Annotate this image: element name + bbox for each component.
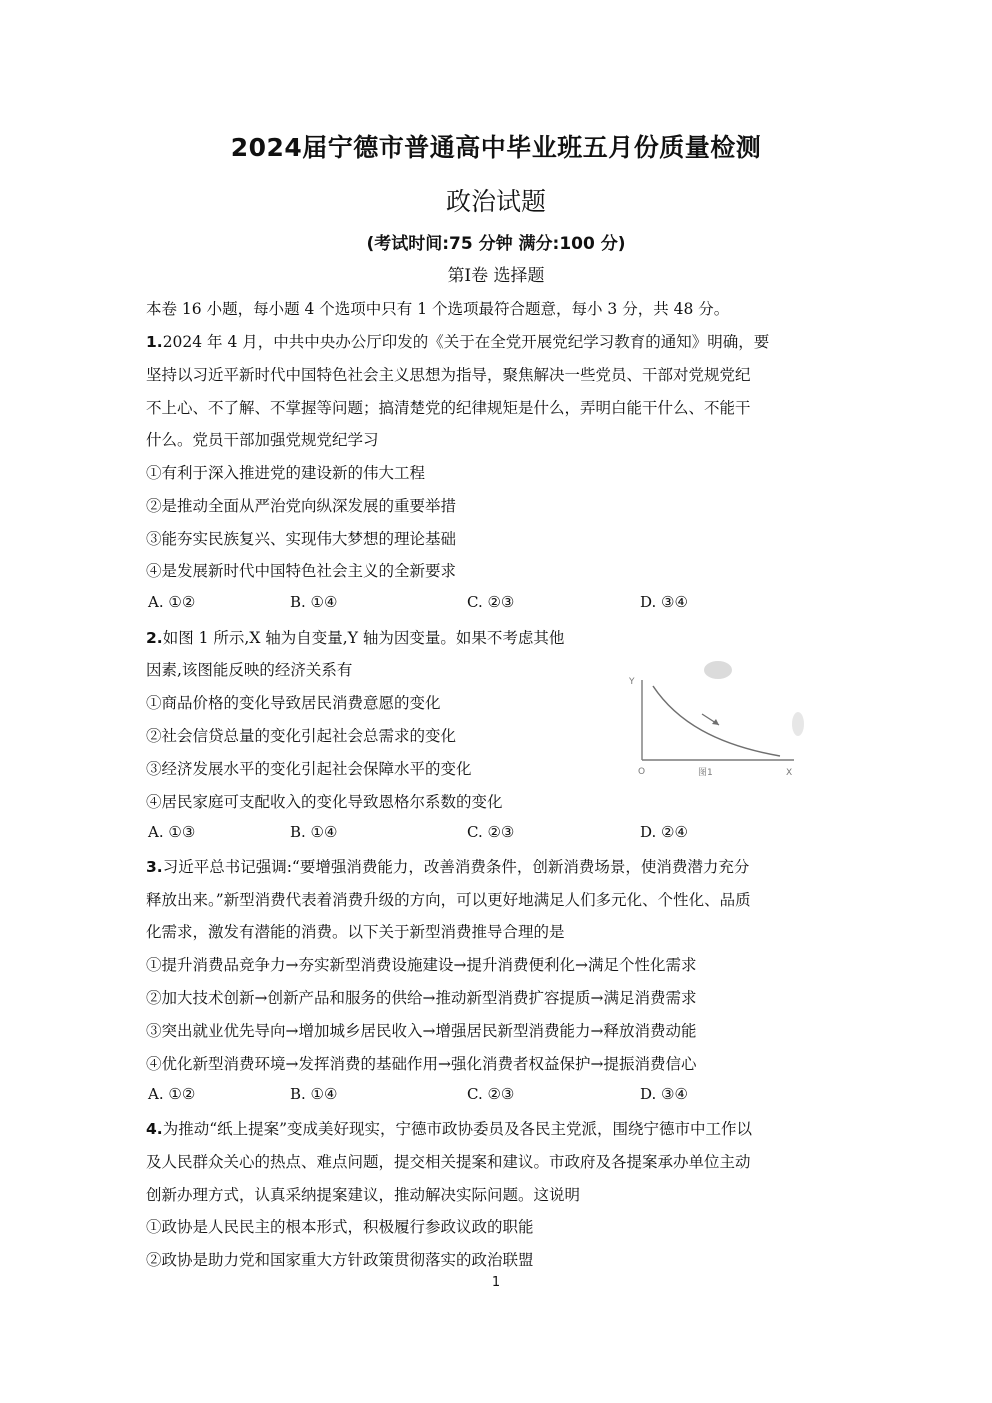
q2-item-3: ③经济发展水平的变化引起社会保障水平的变化 bbox=[146, 760, 472, 778]
q1-option-c[interactable]: C. ②③ bbox=[467, 593, 515, 611]
q3-stem-line-3: 化需求，激发有潜能的消费。以下关于新型消费推导合理的是 bbox=[146, 923, 565, 941]
q1-item-4: ④是发展新时代中国特色社会主义的全新要求 bbox=[146, 562, 457, 580]
q4-stem-line-1: 4.为推动“纸上提案”变成美好现实，宁德市政协委员及各民主党派，围绕宁德市中工作以 bbox=[146, 1120, 753, 1138]
instructions: 本卷 16 小题，每小题 4 个选项中只有 1 个选项最符合题意，每小 3 分，共 48 分。 bbox=[146, 300, 730, 318]
q2-item-1: ①商品价格的变化导致居民消费意愿的变化 bbox=[146, 694, 441, 712]
q3-item-4: ④优化新型消费环境→发挥消费的基础作用→强化消费者权益保护→提振消费信心 bbox=[146, 1055, 697, 1073]
q3-item-2: ②加大技术创新→创新产品和服务的供给→推动新型消费扩容提质→满足消费需求 bbox=[146, 989, 697, 1007]
q4-item-1: ①政协是人民民主的根本形式，积极履行参政议政的职能 bbox=[146, 1218, 534, 1236]
q2-option-a[interactable]: A. ①③ bbox=[148, 823, 196, 841]
q2-item-2: ②社会信贷总量的变化引起社会总需求的变化 bbox=[146, 727, 457, 745]
q3-stem-line-1: 3.习近平总书记强调:“要增强消费能力，改善消费条件，创新消费场景，使消费潜力充分 bbox=[146, 858, 750, 876]
q1-stem-line-4: 什么。党员干部加强党规党纪学习 bbox=[146, 431, 379, 449]
q3-option-a[interactable]: A. ①② bbox=[148, 1085, 196, 1103]
q3-option-c[interactable]: C. ②③ bbox=[467, 1085, 515, 1103]
exam-info: (考试时间:75 分钟 满分:100 分) bbox=[366, 234, 626, 254]
q1-option-d[interactable]: D. ③④ bbox=[640, 593, 688, 611]
q3-option-d[interactable]: D. ③④ bbox=[640, 1085, 688, 1103]
q3-stem-line-2: 释放出来。”新型消费代表着消费升级的方向，可以更好地满足人们多元化、个性化、品质 bbox=[146, 891, 751, 909]
q3-number: 3. bbox=[146, 858, 163, 876]
q2-number: 2. bbox=[146, 629, 163, 647]
q1-option-b[interactable]: B. ①④ bbox=[290, 593, 338, 611]
q3-item-3: ③突出就业优先导向→增加城乡居民收入→增强居民新型消费能力→释放消费动能 bbox=[146, 1022, 697, 1040]
page-number: 1 bbox=[491, 1275, 501, 1290]
exam-title: 2024届宁德市普通高中毕业班五月份质量检测 bbox=[230, 133, 762, 162]
exam-subtitle: 政治试题 bbox=[445, 187, 546, 216]
q2-stem-line-1: 2.如图 1 所示,X 轴为自变量,Y 轴为因变量。如果不考虑其他 bbox=[146, 629, 565, 647]
q2-option-d[interactable]: D. ②④ bbox=[640, 823, 688, 841]
figure-1-curve bbox=[622, 652, 810, 782]
direction-arrow-head bbox=[712, 719, 719, 725]
q2-option-c[interactable]: C. ②③ bbox=[467, 823, 515, 841]
q1-number: 1. bbox=[146, 333, 163, 351]
q4-item-2: ②政协是助力党和国家重大方针政策贯彻落实的政治联盟 bbox=[146, 1251, 534, 1269]
origin-label: O bbox=[638, 767, 646, 777]
q4-stem-line-3: 创新办理方式，认真采纳提案建议，推动解决实际问题。这说明 bbox=[146, 1186, 581, 1204]
q1-stem-line-3: 不上心、不了解、不掌握等问题；搞清楚党的纪律规矩是什么，弄明白能干什么、不能干 bbox=[146, 399, 751, 417]
q1-item-1: ①有利于深入推进党的建设新的伟大工程 bbox=[146, 464, 426, 482]
q2-item-4: ④居民家庭可支配收入的变化导致恩格尔系数的变化 bbox=[146, 793, 503, 811]
figure-caption: 图1 bbox=[698, 768, 713, 778]
q4-number: 4. bbox=[146, 1120, 163, 1138]
q1-stem-line-1: 1.2024 年 4 月，中共中央办公厅印发的《关于在全党开展党纪学习教育的通知》明确，要 bbox=[146, 333, 770, 351]
q1-item-2: ②是推动全面从严治党向纵深发展的重要举措 bbox=[146, 497, 457, 515]
section-heading: 第Ⅰ卷 选择题 bbox=[447, 266, 545, 286]
q2-stem-line-2: 因素,该图能反映的经济关系有 bbox=[146, 661, 353, 679]
y-axis-label: Y bbox=[629, 677, 635, 687]
q4-stem-line-2: 及人民群众关心的热点、难点问题，提交相关提案和建议。市政府及各提案承办单位主动 bbox=[146, 1153, 751, 1171]
q3-option-b[interactable]: B. ①④ bbox=[290, 1085, 338, 1103]
smudge-mark bbox=[704, 661, 732, 679]
q1-option-a[interactable]: A. ①② bbox=[148, 593, 196, 611]
x-axis-label: X bbox=[786, 768, 793, 778]
q1-item-3: ③能夯实民族复兴、实现伟大梦想的理论基础 bbox=[146, 530, 457, 548]
q2-option-b[interactable]: B. ①④ bbox=[290, 823, 338, 841]
q1-stem-line-2: 坚持以习近平新时代中国特色社会主义思想为指导，聚焦解决一些党员、干部对党规党纪 bbox=[146, 366, 751, 384]
smudge-mark bbox=[792, 712, 804, 736]
q3-item-1: ①提升消费品竞争力→夯实新型消费设施建设→提升消费便利化→满足个性化需求 bbox=[146, 956, 697, 974]
